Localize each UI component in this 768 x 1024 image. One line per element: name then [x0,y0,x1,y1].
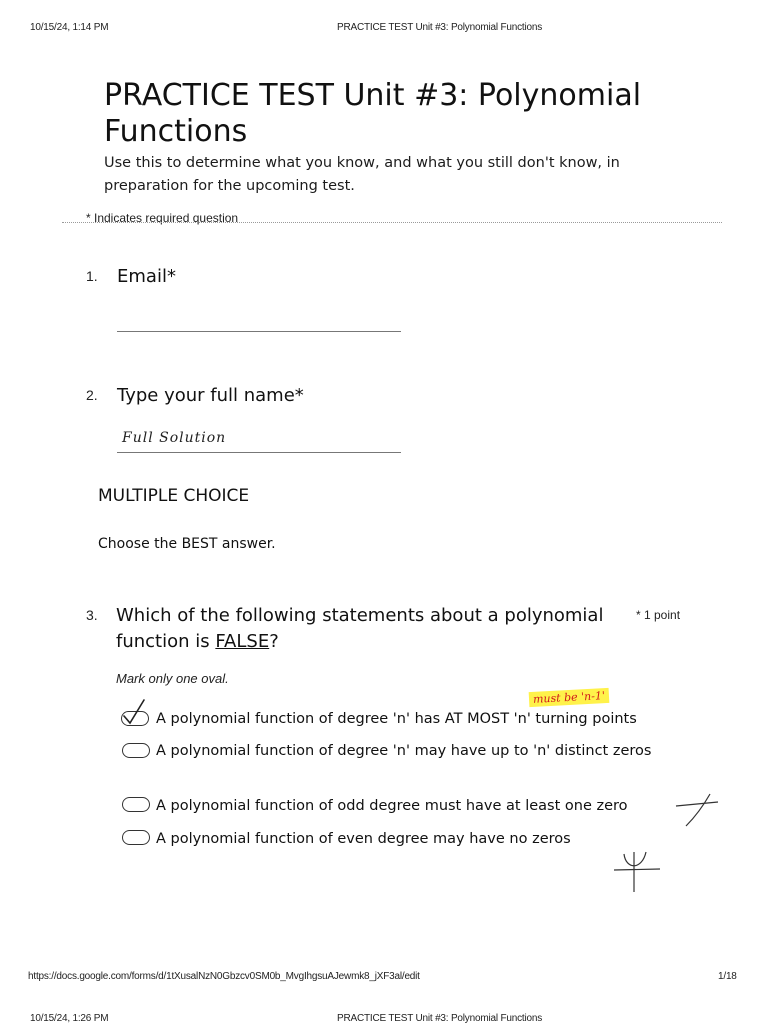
option-1-label[interactable]: A polynomial function of degree 'n' has AT MOST 'n' turning points [156,711,637,727]
print-timestamp-top: 10/15/24, 1:14 PM [30,22,109,33]
question-3-title-text: Which of the following statements about a polynomial function is [116,605,604,652]
question-3-instruction: Mark only one oval. [116,671,229,686]
question-3-points: * 1 point [636,608,681,622]
form-title: PRACTICE TEST Unit #3: Polynomial Functions [104,78,642,149]
print-doc-title-bottom: PRACTICE TEST Unit #3: Polynomial Functions [337,1013,542,1024]
question-2-number: 2. [86,387,98,403]
handwritten-sketch-icon [674,790,720,830]
option-4-radio[interactable] [122,830,150,845]
full-name-answer-line [117,452,401,453]
handwritten-sketch-icon [612,848,662,894]
print-doc-title-top: PRACTICE TEST Unit #3: Polynomial Functions [337,22,542,33]
question-3-emphasis: FALSE [215,631,270,652]
email-answer-line [117,331,401,332]
section-description: Choose the BEST answer. [98,536,276,552]
question-2-title [117,383,304,409]
print-page-number: 1/18 [718,971,737,982]
option-3-label[interactable]: A polynomial function of odd degree must have at least one zero [156,798,628,814]
section-title: MULTIPLE CHOICE [98,486,250,506]
required-asterisk: * [166,266,176,287]
required-note: * Indicates required question [86,211,239,225]
print-timestamp-bottom: 10/15/24, 1:26 PM [30,1013,109,1024]
question-2-label: Type your full name [117,385,295,406]
question-1-label: Email [117,266,167,287]
question-3-title [116,603,626,655]
email-answer-field[interactable] [117,310,401,330]
handwritten-annotation: must be 'n-1' [529,688,610,707]
question-3-number: 3. [86,607,98,623]
required-asterisk: * [294,385,304,406]
print-url: https://docs.google.com/forms/d/1tXusalNzN0Gbzcv0SM0b_MvgIhgsuAJewmk8_jXF3al/edit [28,971,420,982]
checkmark-icon [118,698,154,728]
full-name-answer-field[interactable]: Full Solution [122,430,227,446]
question-1-title [117,264,176,290]
option-3-radio[interactable] [122,797,150,812]
option-2-label[interactable]: A polynomial function of degree 'n' may have up to 'n' distinct zeros [156,743,652,759]
form-description: Use this to determine what you know, and what you still don't know, in preparation for the upcoming test. [104,155,620,194]
question-3-title-end: ? [269,631,279,652]
header-divider [62,222,722,223]
question-1-number: 1. [86,268,98,284]
option-4-label[interactable]: A polynomial function of even degree may have no zeros [156,831,571,847]
